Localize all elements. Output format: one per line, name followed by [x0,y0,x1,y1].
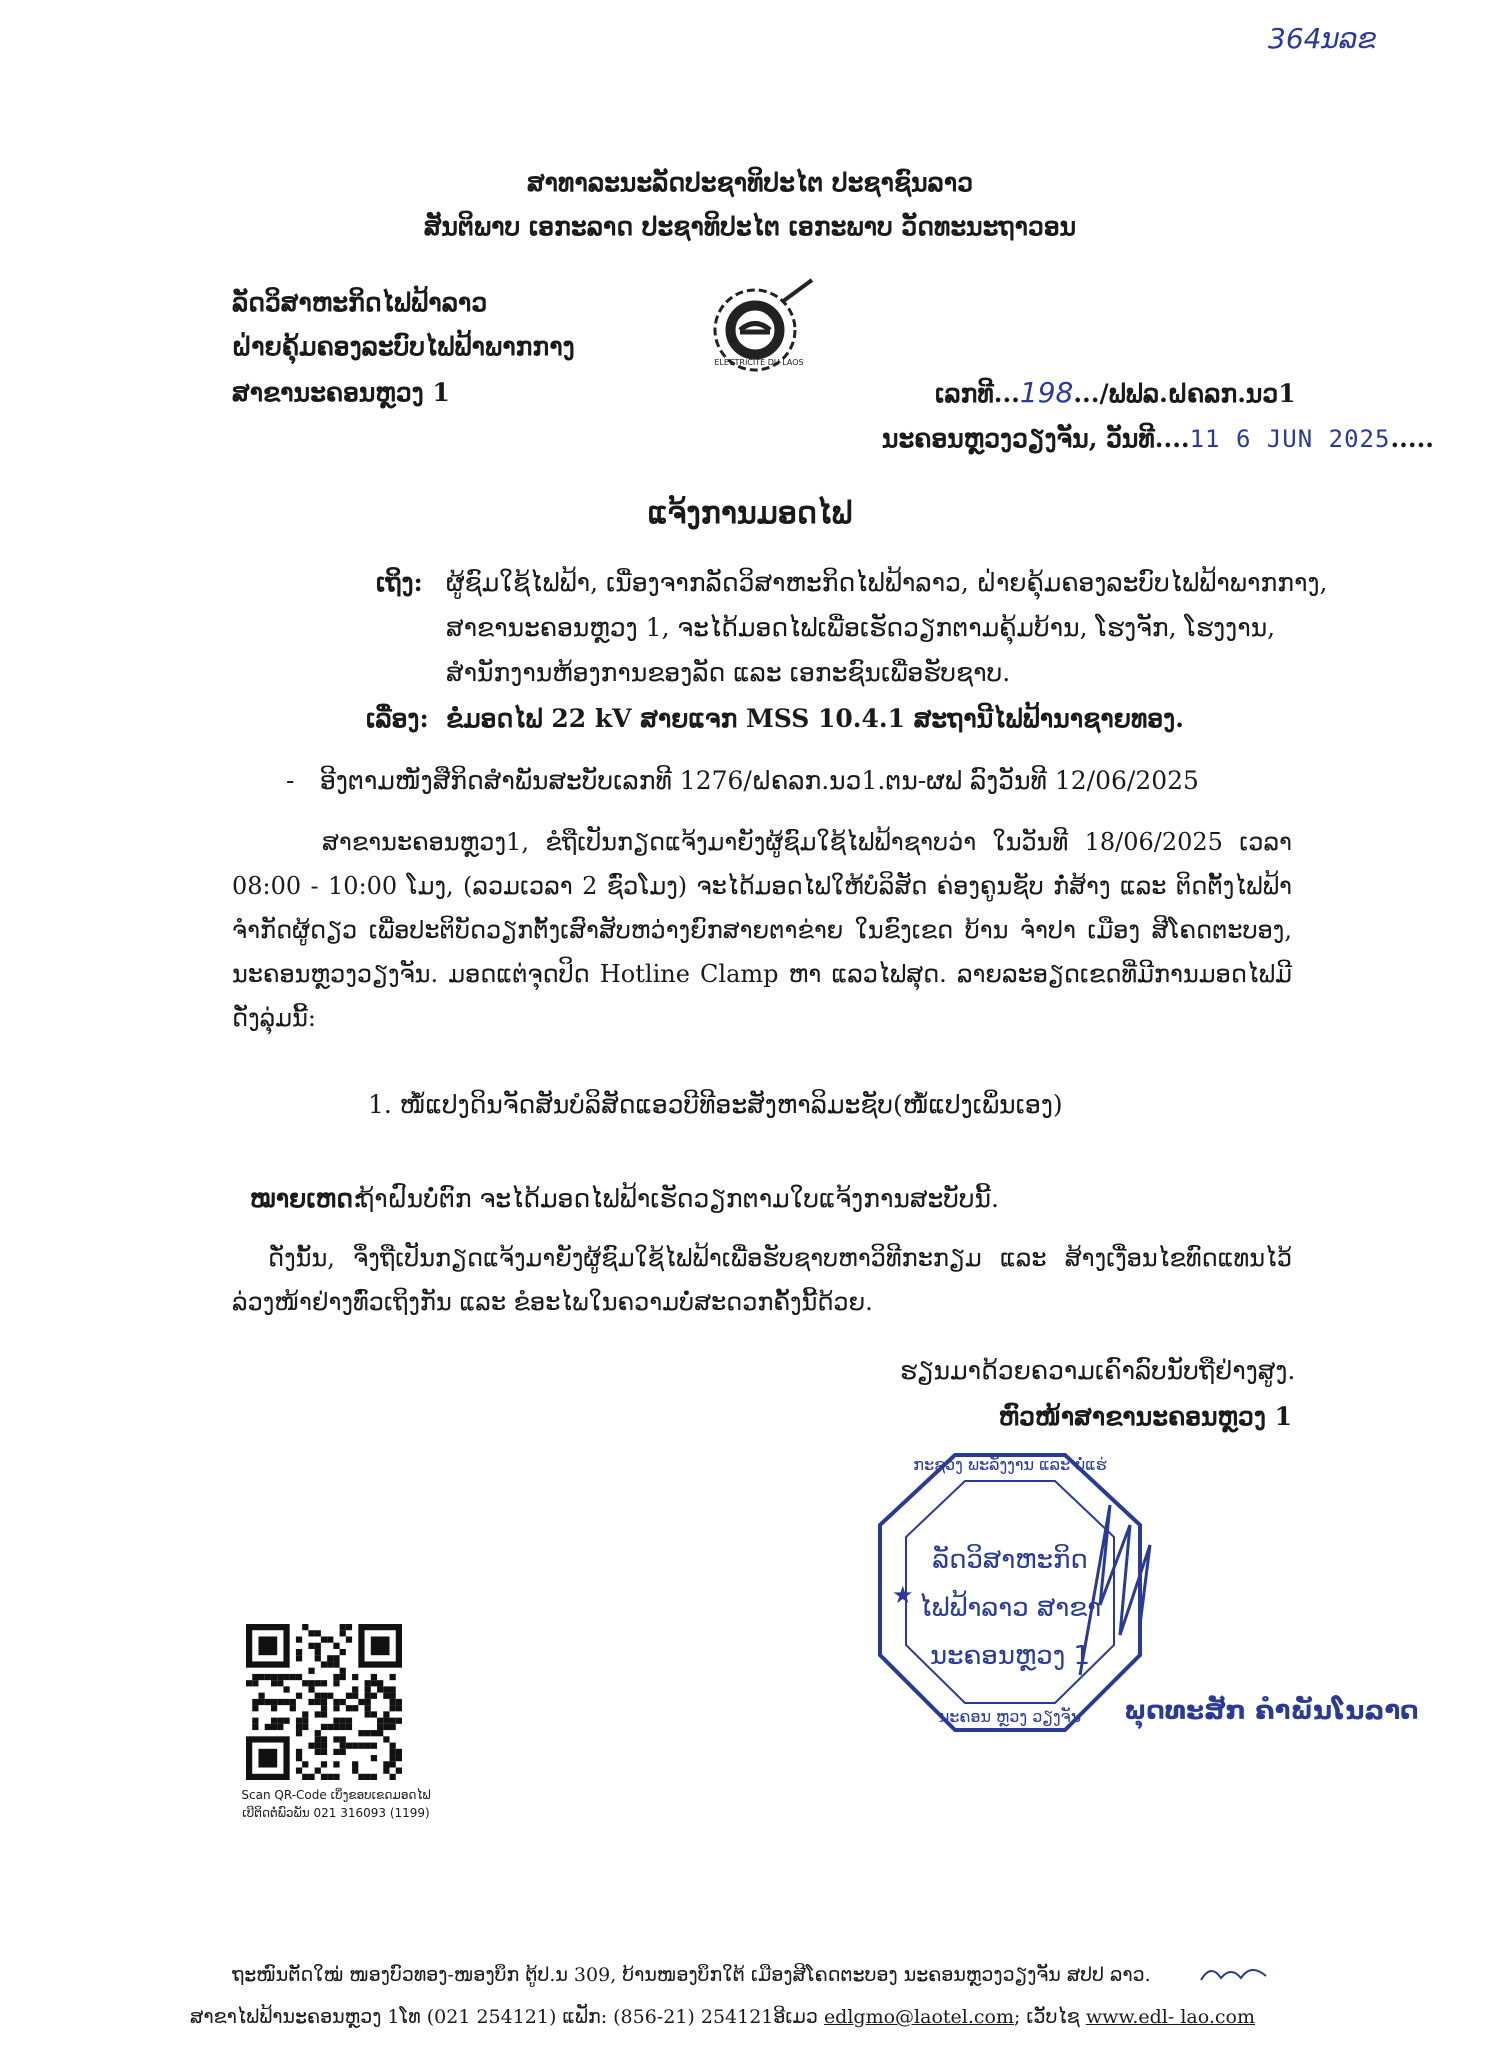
stamp-line3: ນະຄອນຫຼວງ 1 [929,1641,1091,1671]
stamp-line2: ໄຟຟ້າລາວ ສາຂາ [918,1593,1102,1623]
org-line3: ສາຂານະຄອນຫຼວງ 1 [232,378,450,407]
signature-icon [1070,1485,1160,1685]
closing-paragraph: ດັ່ງນັ້ນ, ຈຶ່ງຖືເປັນກຽດແຈ້ງມາຍັງຜູ້ຊົມໃຊ້ໄຟຟ້າເພື່ອຮັບຊາບຫາວິທີກະກຽມ ແລະ ສ້າງເງື່ອນໄຂທົດແທນໄວ້ລ່ວງໜ້າຢ່າງທົ່ວເຖິງກັນ ແລະ ຂໍອະໄພໃນຄວາມບໍ່ສະດວກຄັ້ງນີ້ດ້ວຍ. [232,1244,1292,1316]
to-label: ເຖິງ: [376,568,423,597]
to-line2: ສາຂານະຄອນຫຼວງ 1, ຈະໄດ້ມອດໄຟເພື່ອເຮັດວຽກຕາມຄຸ້ມບ້ານ, ໂຮງຈັກ, ໂຮງງານ, [446,613,1276,642]
footer-website-link[interactable]: www.edl- lao.com [1085,2006,1255,2028]
date-stamp: 11 6 JUN 2025 [1189,425,1391,453]
ref-suffix: /ຟຟລ.ຝຄລກ.ນວ1 [1099,379,1296,408]
footer-email-link[interactable]: edlgmo@laotel.com [823,2006,1014,2028]
signer-title: ຫົວໜ້າສາຂານະຄອນຫຼວງ 1 [998,1402,1292,1431]
place-date-label: ນະຄອນຫຼວງວຽງຈັນ, ວັນທີ [882,424,1155,453]
svg-text:★: ★ [892,1581,914,1609]
ref-line: ເລກທີ...198.../ຟຟລ.ຝຄລກ.ນວ1 [935,376,1296,409]
stamp-ring-bottom: ນະຄອນ ຫຼວງ ວຽງຈັນ [938,1707,1082,1726]
date-line: ນະຄອນຫຼວງວຽງຈັນ, ວັນທີ....11 6 JUN 2025..... [882,424,1434,453]
note-text: ຖ້າຝົນບໍ່ຕົກ ຈະໄດ້ມອດໄຟຟ້າເຮັດວຽກຕາມໃບແຈ້ງການສະບັບນີ້. [358,1184,999,1213]
footer-contact [190,2006,1255,2028]
official-stamp [870,1445,1150,1745]
qr-code-icon [246,1624,402,1780]
stamp-ring-top: ກະຊວງ ພະລັງງານ ແລະ ບໍ່ແຮ່ [913,1455,1107,1474]
subject-text: ຂໍມອດໄຟ 22 kV ສາຍແຈກ MSS 10.4.1 ສະຖານີໄຟຟ້ານາຊາຍທອງ. [446,704,1184,733]
stamp-line1: ລັດວິສາຫະກິດ [932,1545,1088,1575]
qr-caption2: ເບີຕິດຕໍ່ພົວພັນ 021 316093 (1199) [242,1806,430,1820]
document-title: ແຈ້ງການມອດໄຟ [647,496,853,531]
ref-number: 198 [1019,376,1074,409]
body-paragraph: ສາຂານະຄອນຫຼວງ1, ຂໍຖືເປັນກຽດແຈ້ງມາຍັງຜູ້ຊົມໃຊ້ໄຟຟ້າຊາບວ່າ ໃນວັນທີ 18/06/2025 ເວລາ 08:00 - 10:00 ໂມງ, (ລວມເວລາ 2 ຊົ່ວໂມງ) ຈະໄດ້ມອດໄຟໃຫ້ບໍລິສັດ ຄ່ອງຄູນຊັບ ກໍ່ສ້າງ ແລະ ຕິດຕັ້ງໄຟຟ້າ ຈໍາກັດຜູ້ດຽວ ເພື່ອປະຕິບັດວຽກຕັ້ງເສົາສັບຫວ່າງຍົກສາຍຕາຂ່າຍ ໃນຂົງເຂດ ບ້ານ ຈໍາປາ ເມືອງ ສີໂຄດຕະບອງ, ນະຄອນຫຼວງວຽງຈັນ. ມອດແຕ່ຈຸດປິດ Hotline Clamp ຫາ ແລວໄຟສຸດ. ລາຍລະອຽດເຂດທີ່ມີການມອດໄຟມີດັ່ງລຸ່ມນີ້: [232,828,1292,1032]
qr-caption1: Scan QR-Code ເບິ່ງຂອບເຂດມອດໄຟ [241,1788,431,1802]
reference-bullet: - [286,766,295,795]
ref-label: ເລກທີ [935,379,994,408]
signer-name: ພຸດທະສັກ ຄໍາພັນໂນລາດ [1124,1696,1419,1726]
org-line2: ຝ່າຍຄຸ້ມຄອງລະບົບໄຟຟ້າພາກກາງ [232,332,575,361]
footer-contact-text: ສາຂາໄຟຟ້ານະຄອນຫຼວງ 1ໂທ (021 254121) ແຟັກ: (856-21) 254121ອີເມວ [190,2006,818,2028]
logo-caption: ELECTRICITE DU LAOS [714,358,804,367]
to-line3: ສໍານັກງານຫ້ອງການຂອງລັດ ແລະ ເອກະຊົນເພື່ອຮັບຊາບ. [446,658,1011,687]
footer-web-label: ; ເວັບໄຊ [1013,2006,1080,2028]
reference-line: ອີງຕາມໜັງສືກິດສໍາພັນສະບັບເລກທີ 1276/ຝຄລກ.ນວ1.ຕນ-ຜຟ ລົງວັນທີ 12/06/2025 [320,766,1199,795]
edl-logo [700,272,820,382]
qr-code[interactable] [246,1624,402,1780]
org-line1: ລັດວິສາຫະກິດໄຟຟ້າລາວ [232,288,488,317]
to-line1: ຜູ້ຊົມໃຊ້ໄຟຟ້າ, ເນື່ອງຈາກລັດວິສາຫະກິດໄຟຟ້າລາວ, ຝ່າຍຄຸ້ມຄອງລະບົບໄຟຟ້າພາກກາງ, [446,568,1328,597]
footer-address: ຖະໜົນຕັດໃໝ່ ໜອງບົວທອງ-ໜອງບຶກ ຕູ້ປ.ນ 309, ບ້ານໜອງບຶກໃຕ້ ເມືອງສີໂຄດຕະບອງ ນະຄອນຫຼວງວຽງຈັນ ສປປ ລາວ. [232,1964,1151,1986]
list-item: 1. ໜໍ້ແປງດິນຈັດສັນບໍລິສັດແອວບີທີອະສັງຫາລິມະຊັບ(ໜໍ້ແປງເພິ່ນເອງ) [368,1090,1063,1119]
regards-line: ຮຽນມາດ້ວຍຄວາມເຄົາລົບນັບຖືຢ່າງສູງ. [900,1356,1296,1385]
initials-icon [1196,1958,1276,1988]
subject-label: ເລື່ອງ: [366,704,429,733]
note-label: ໝາຍເຫດ: [250,1184,363,1213]
national-header-line1: ສາທາລະນະລັດປະຊາທິປະໄຕ ປະຊາຊົນລາວ [526,168,974,197]
national-header-line2: ສັນຕິພາບ ເອກະລາດ ປະຊາທິປະໄຕ ເອກະພາບ ວັດທະນະຖາວອນ [423,212,1077,241]
corner-handwritten-note: 364ນລຂ [1268,22,1377,55]
